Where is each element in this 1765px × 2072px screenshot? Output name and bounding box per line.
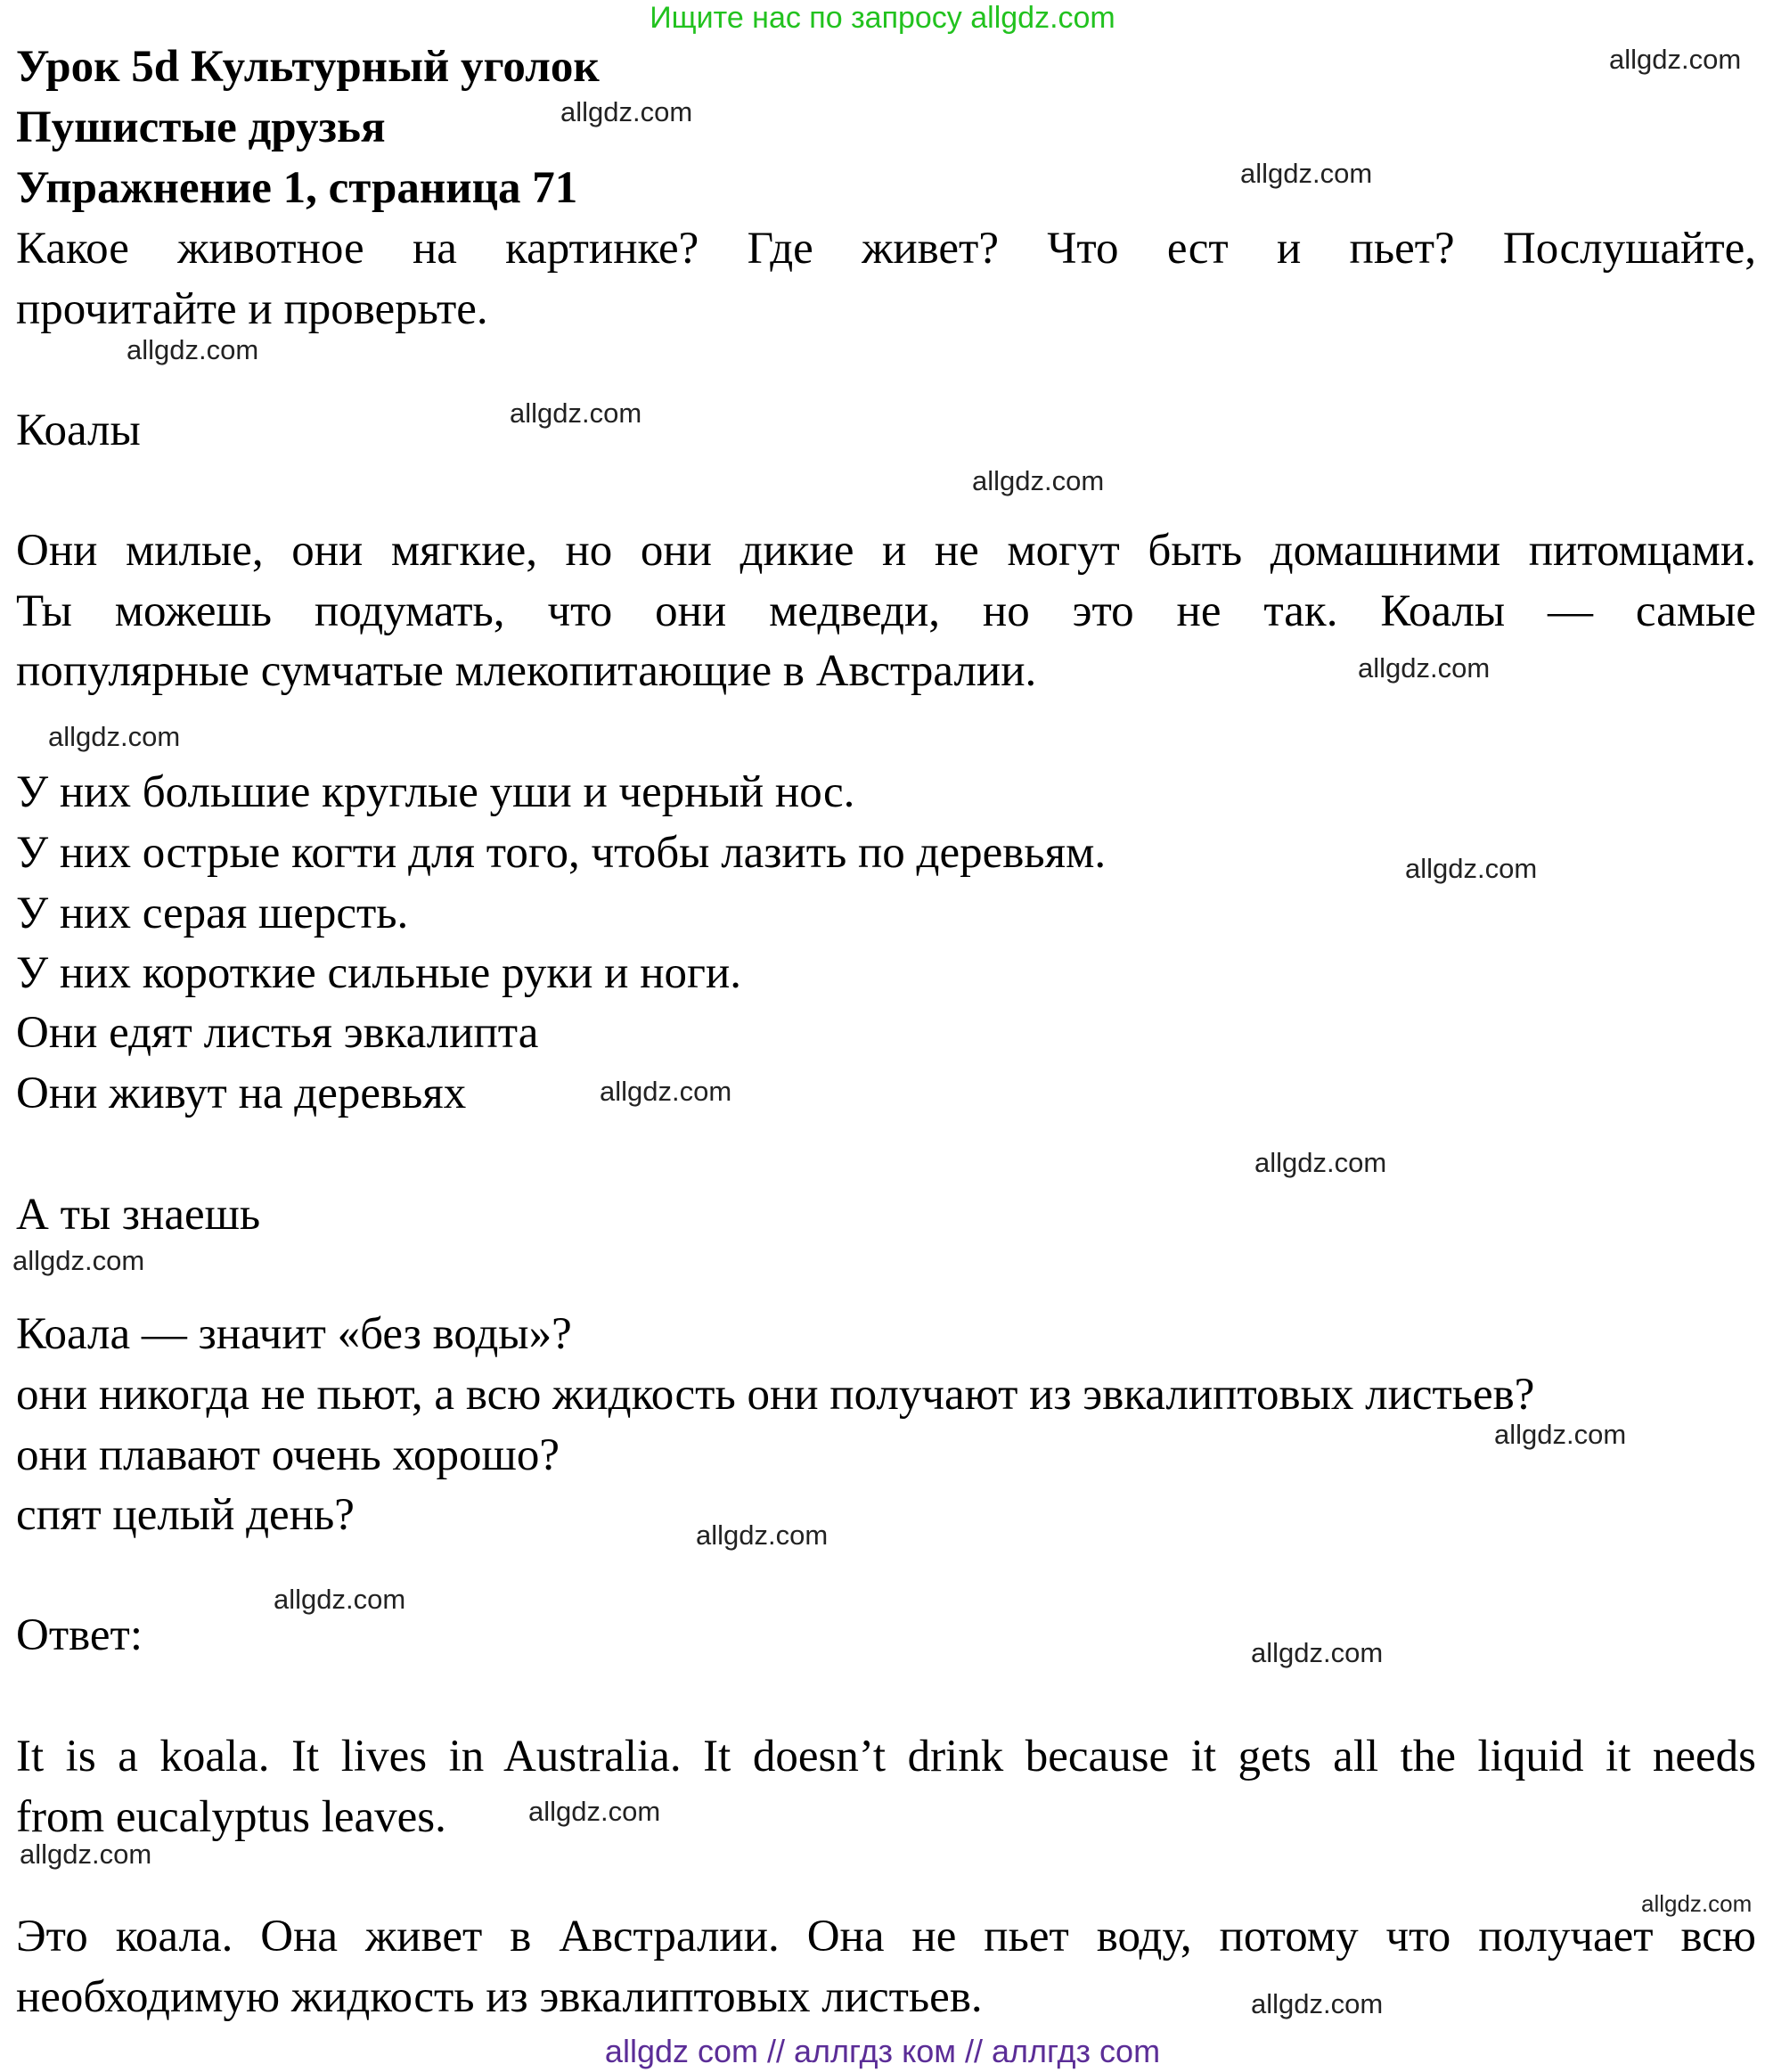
watermark: allgdz.com: [696, 1519, 829, 1551]
watermark: allgdz.com: [48, 721, 181, 752]
watermark: allgdz.com: [560, 96, 693, 127]
watermark: allgdz.com: [1251, 1988, 1384, 2019]
watermark: allgdz.com: [12, 1245, 145, 1276]
watermark: allgdz.com: [972, 465, 1105, 496]
fact-item: У них острые когти для того, чтобы лазить по деревьям.: [16, 828, 1107, 878]
watermark: allgdz.com: [1358, 652, 1491, 684]
fact-item: У них большие круглые уши и черный нос.: [16, 767, 855, 817]
lesson-subtitle: Пушистые друзья: [16, 102, 386, 152]
watermark: allgdz.com: [20, 1839, 152, 1870]
answer-label: Ответ:: [16, 1610, 143, 1660]
watermark: allgdz.com: [274, 1584, 406, 1615]
answer-russian-line-1: Это коала. Она живет в Австралии. Она не пьет воду, потому что получает всю: [16, 1912, 1756, 1961]
did-you-know-item: они никогда не пьют, а всю жидкость они получают из эвкалиптовых листьев?: [16, 1370, 1535, 1420]
watermark: allgdz.com: [1641, 1890, 1753, 1917]
watermark: allgdz.com: [1609, 44, 1742, 75]
answer-english-line-1: It is a koala. It lives in Australia. It doesn’t drink because it gets all the liquid it needs: [16, 1732, 1756, 1781]
watermark: allgdz.com: [528, 1796, 661, 1827]
watermark: allgdz.com: [1251, 1637, 1384, 1668]
did-you-know-item: Коала — значит «без воды»?: [16, 1309, 572, 1359]
did-you-know-title: А ты знаешь: [16, 1190, 261, 1240]
exercise-title: Упражнение 1, страница 71: [16, 163, 578, 213]
footer-watermark: allgdz com // аллгдз ком // аллгдз com: [604, 2033, 1161, 2069]
paragraph-line-3: популярные сумчатые млекопитающие в Австралии.: [16, 646, 1037, 696]
section-title: Коалы: [16, 405, 141, 455]
lesson-title: Урок 5d Культурный уголок: [16, 42, 600, 92]
paragraph-line-2: Ты можешь подумать, что они медведи, но это не так. Коалы — самые: [16, 586, 1756, 636]
watermark: allgdz.com: [1254, 1147, 1387, 1178]
task-line-1: Какое животное на картинке? Где живет? Что ест и пьет? Послушайте,: [16, 224, 1756, 274]
task-line-2: прочитайте и проверьте.: [16, 284, 488, 334]
watermark: allgdz.com: [510, 397, 642, 429]
fact-item: У них короткие сильные руки и ноги.: [16, 948, 741, 998]
did-you-know-item: они плавают очень хорошо?: [16, 1430, 560, 1480]
fact-item: У них серая шерсть.: [16, 889, 409, 938]
fact-item: Они живут на деревьях: [16, 1069, 467, 1118]
watermark: allgdz.com: [600, 1076, 732, 1107]
watermark: allgdz.com: [1494, 1419, 1627, 1450]
paragraph-line-1: Они милые, они мягкие, но они дикие и не могут быть домашними питомцами.: [16, 526, 1756, 576]
answer-russian-line-2: необходимую жидкость из эвкалиптовых листьев.: [16, 1972, 983, 2022]
watermark: allgdz.com: [1405, 853, 1538, 884]
watermark: allgdz.com: [1240, 158, 1373, 189]
fact-item: Они едят листья эвкалипта: [16, 1008, 539, 1058]
answer-english-line-2: from eucalyptus leaves.: [16, 1792, 446, 1842]
did-you-know-item: спят целый день?: [16, 1490, 355, 1540]
watermark: allgdz.com: [127, 334, 259, 365]
top-banner: Ищите нас по запросу allgdz.com: [650, 1, 1115, 35]
